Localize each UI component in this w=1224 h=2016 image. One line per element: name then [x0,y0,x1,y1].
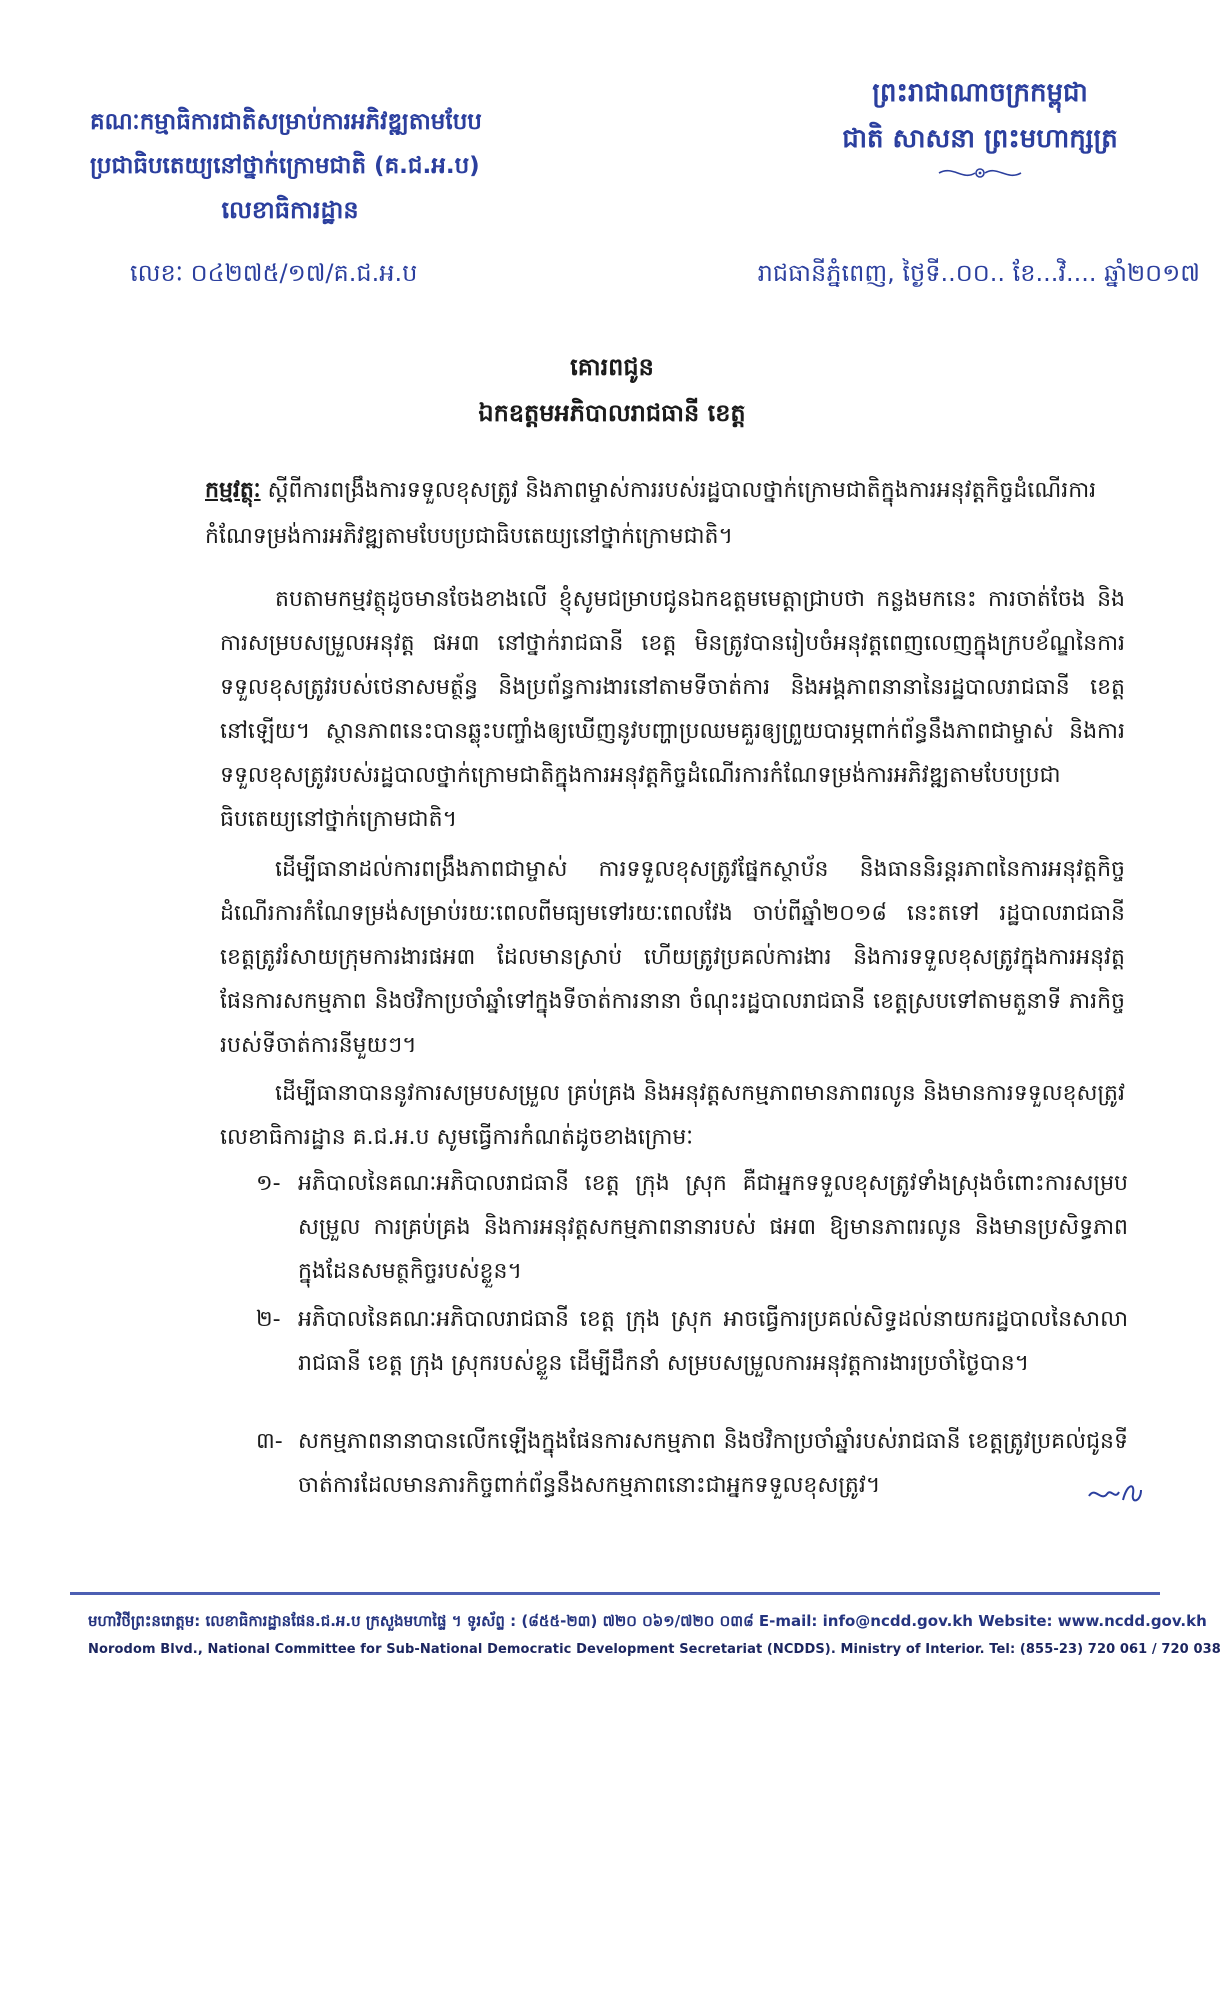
footer-address-khmer: មហាវិថីព្រះនរោត្តម: លេខាធិការដ្ឋានផែន.ជ.អ.ប ក្រសួងមហាផ្ទៃ ។ ទូរស័ព្ទ : (៨៥៥-២៣) ៧២០ ០៦១/៧២០ ០៣៨ E-mail: info@ncdd.gov.kh Website: www.ncdd.gov.kh [88,1612,1207,1630]
kingdom-title: ព្រះរាជាណាចក្រកម្ពុជា [872,78,1088,108]
list-item-text: អភិបាលនៃគណៈអភិបាលរាជធានី ខេត្ត ក្រុង ស្រុក គឺជាអ្នកទទួលខុសត្រូវទាំងស្រុងចំពោះការសម្របសម្រួល ការគ្រប់គ្រង និងការអនុវត្តសកម្មភាពនានារបស់ ផអ៣ ឱ្យមានភាពរលូន និងមានប្រសិទ្ធភាពក្នុងដែនសមត្ថកិច្ចរបស់ខ្លួន។ [298,1171,1128,1284]
list-item-number: ៣- [256,1429,283,1454]
secretariat-label: លេខាធិការដ្ឋាន [221,196,359,224]
body-paragraph-1: តបតាមកម្មវត្ថុដូចមានចែងខាងលើ ខ្ញុំសូមជម្រាបជូនឯកឧត្តមមេត្តាជ្រាបថា កន្លងមកនេះ ការចាត់ចែង និងការសម្របសម្រួលអនុវត្ត ផអ៣ នៅថ្នាក់រាជធានី ខេត្ត មិនត្រូវបានរៀបចំអនុវត្តពេញលេញក្នុងក្របខ័ណ្ឌនៃការទទួលខុសត្រូវរបស់ថេនាសមត្ថ័ន្ធ និងប្រព័ន្ធការងារនៅតាមទីចាត់ការ និងអង្គភាពនានានៃរដ្ឋបាលរាជធានី ខេត្តនៅឡើយ។ ស្ថានភាពនេះបានឆ្លុះបញ្ចាំងឲ្យឃើញនូវបញ្ហាប្រឈមគួរឲ្យព្រួយបារម្ភពាក់ព័ន្ធនឹងភាពជាម្ចាស់ និងការទទួលខុសត្រូវរបស់រដ្ឋបាលថ្នាក់ក្រោមជាតិក្នុងការអនុវត្តកិច្ចដំណើរការកំណែទម្រង់ការអភិវឌ្ឍតាមបែបប្រជាធិបតេយ្យនៅថ្នាក់ក្រោមជាតិ។ [220,587,1125,832]
subject-label: កម្មវត្ថុៈ [205,478,261,503]
footer-address-english: Norodom Blvd., National Committee for Sub-National Democratic Development Secretariat (NCDDS). Ministry of Interior. Tel: (855-23) 720 061 / 720 038 [88,1642,1221,1657]
subject-text: ស្តីពីការពង្រឹងការទទួលខុសត្រូវ និងភាពម្ចាស់ការរបស់រដ្ឋបាលថ្នាក់ក្រោមជាតិក្នុងការអនុវត្តកិច្ចដំណើរការកំណែទម្រង់ការអភិវឌ្ឍតាមបែបប្រជាធិបតេយ្យនៅថ្នាក់ក្រោមជាតិ។ [205,478,1097,549]
handwritten-initials-icon [1085,1472,1145,1510]
ministry-line-2: ប្រជាធិបតេយ្យនៅថ្នាក់ក្រោមជាតិ (គ.ជ.អ.ប) [90,153,480,179]
list-item-number: ១- [256,1171,281,1196]
list-item-number: ២- [256,1307,281,1332]
national-motto: ជាតិ សាសនា ព្រះមហាក្សត្រ [842,124,1118,154]
list-item-text: អភិបាលនៃគណៈអភិបាលរាជធានី ខេត្ត ក្រុង ស្រុក អាចធ្វើការប្រគល់សិទ្ធដល់នាយករដ្ឋបាលនៃសាលារាជធានី ខេត្ត ក្រុង ស្រុករបស់ខ្លួន ដើម្បីដឹកនាំ សម្របសម្រួលការអនុវត្តការងារប្រចាំថ្ងៃបាន។ [298,1307,1128,1376]
kingdom-header [800,70,1160,162]
ministry-line-1: គណៈកម្មាធិការជាតិសម្រាប់ការអភិវឌ្ឍតាមបែប [90,109,482,135]
ornament-icon [935,162,1025,184]
list-item [256,1162,1128,1294]
body-paragraph-2: ដើម្បីធានាដល់ការពង្រឹងភាពជាម្ចាស់ ការទទួលខុសត្រូវផ្នែកស្ថាប័ន និងធាននិរន្តរភាពនៃការអនុវត្តកិច្ចដំណើរការកំណែទម្រង់សម្រាប់រយៈពេលពីមធ្យមទៅរយៈពេលវែង ចាប់ពីឆ្នាំ២០១៨ នេះតទៅ រដ្ឋបាលរាជធានី ខេត្តត្រូវរំសាយក្រុមការងារផអ៣ ដែលមានស្រាប់ ហើយត្រូវប្រគល់ការងារ និងការទទួលខុសត្រូវក្នុងការអនុវត្តផែនការសកម្មភាព និងថវិកាប្រចាំឆ្នាំទៅក្នុងទីចាត់ការនានា ចំណុះរដ្ឋបាលរាជធានី ខេត្តស្របទៅតាមតួនាទី ភារកិច្ចរបស់ទីចាត់ការនីមួយៗ។ [220,857,1125,1058]
subject-block [205,468,1125,560]
list-item-text: សកម្មភាពនានាបានលើកឡើងក្នុងផែនការសកម្មភាព និងថវិកាប្រចាំឆ្នាំរបស់រាជធានី ខេត្តត្រូវប្រគល់ជូនទីចាត់ការដែលមានភារកិច្ចពាក់ព័ន្ធនឹងសកម្មភាពនោះជាអ្នកទទួលខុសត្រូវ។ [298,1429,1128,1498]
list-item [256,1298,1128,1386]
reference-number: លេខៈ ០៤២៧៥/១៧/គ.ជ.អ.ប [130,259,418,287]
list-item [256,1420,1128,1508]
footer-divider [70,1592,1160,1595]
recipient: ឯកឧត្តមអភិបាលរាជធានី ខេត្ត [478,399,746,427]
body-paragraph-3: ដើម្បីធានាបាននូវការសម្របសម្រួល គ្រប់គ្រង និងអនុវត្តសកម្មភាពមានភាពរលូន និងមានការទទួលខុសត្រូវ លេខាធិការដ្ឋាន គ.ជ.អ.ប សូមធ្វើការកំណត់ដូចខាងក្រោមៈ [220,1081,1125,1150]
dateline: រាជធានីភ្នំពេញ, ថ្ងៃទី..០០.. ខែ...វិ.... ឆ្នាំ២០១៧ [757,259,1200,287]
ministry-header [90,100,560,232]
salutation: គោរពជូន [570,353,654,381]
